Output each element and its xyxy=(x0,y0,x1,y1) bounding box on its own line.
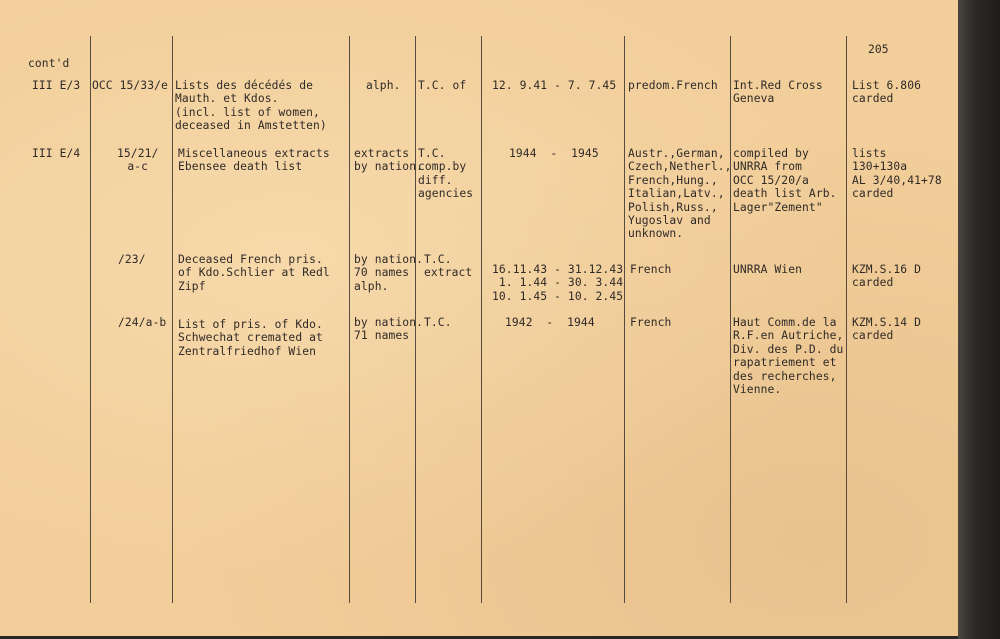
row-type: T.C. comp.by diff. agencies xyxy=(418,147,474,201)
row-arrangement: extracts by nation. xyxy=(354,147,424,174)
row-source: Haut Comm.de la R.F.en Autriche, Div. des P.D. du rapatriement et des recherches, Vienne. xyxy=(733,316,844,397)
column-rule xyxy=(481,36,482,603)
card-edge xyxy=(958,0,1000,639)
row-ref: III E/3 xyxy=(32,79,81,92)
row-occ: 15/21/ a-c xyxy=(117,147,159,174)
row-title: List of pris. of Kdo. Schwechat cremated at Zentralfriedhof Wien xyxy=(178,318,323,358)
row-location: List 6.806 carded xyxy=(852,79,922,106)
row-language: predom.French xyxy=(628,79,718,92)
row-language: French xyxy=(630,316,672,329)
row-dates: 16.11.43 - 31.12.43 1. 1.44 - 30. 3.44 10. 1.45 - 10. 2.45 xyxy=(492,263,624,303)
row-language: French xyxy=(630,263,672,276)
row-ref: III E/4 xyxy=(32,147,81,160)
column-rule xyxy=(846,36,847,603)
row-source: compiled by UNRRA from OCC 15/20/a death list Arb. Lager"Zement" xyxy=(733,147,837,214)
row-type: T.C. of xyxy=(418,79,467,92)
row-type: T.C. xyxy=(424,316,452,329)
row-arrangement: by nation. 71 names xyxy=(354,316,424,343)
row-title: Lists des décédés de Mauth. et Kdos. (incl. list of women, deceased in Amstetten) xyxy=(175,79,327,133)
row-title: Miscellaneous extracts Ebensee death list xyxy=(178,147,330,174)
row-location: KZM.S.16 D carded xyxy=(852,263,922,290)
row-occ: /24/a-b xyxy=(118,316,167,329)
row-language: Austr.,German, Czech,Netherl., French,Hung., Italian,Latv., Polish,Russ., Yugoslav and unknown. xyxy=(628,147,732,241)
column-rule xyxy=(730,36,731,603)
column-rule xyxy=(349,36,350,603)
column-rule xyxy=(172,36,173,603)
column-rule xyxy=(90,36,91,603)
row-dates: 12. 9.41 - 7. 7.45 xyxy=(492,79,617,92)
row-occ: /23/ xyxy=(118,253,146,266)
page-number: 205 xyxy=(868,43,889,56)
row-dates: 1944 - 1945 xyxy=(509,147,599,160)
row-source: Int.Red Cross Geneva xyxy=(733,79,823,106)
row-source: UNRRA Wien xyxy=(733,263,803,276)
row-dates: 1942 - 1944 xyxy=(505,316,595,329)
continued-label: cont'd xyxy=(28,57,70,70)
column-rule xyxy=(624,36,625,603)
row-arrangement: by nation. 70 names alph. xyxy=(354,253,424,293)
row-location: KZM.S.14 D carded xyxy=(852,316,922,343)
row-occ: OCC 15/33/e xyxy=(92,79,168,92)
row-type: T.C. extract xyxy=(424,253,473,280)
row-arrangement: alph. xyxy=(366,79,401,92)
row-location: lists 130+130a AL 3/40,41+78 carded xyxy=(852,147,942,201)
row-title: Deceased French pris. of Kdo.Schlier at Redl Zipf xyxy=(178,253,330,293)
